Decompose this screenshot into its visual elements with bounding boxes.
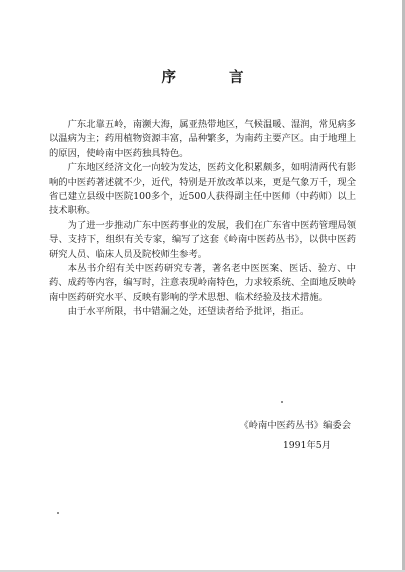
paragraph-1: 广东北靠五岭，南濒大海，属亚热带地区，气候温暖、湿润，常见病多以温病为主；药用植物资源丰富，品种繁多，为南药主要产区。由于地理上的原因，使岭南中医药独具特色。 bbox=[49, 119, 356, 159]
paragraph-4: 本丛书介绍有关中医药研究专著，著名老中医医案、医话、验方、中药、成药等内容，编写时，注意表现岭南特色，力求较系统、全面地反映岭南中医药研究水平、反映有影响的学术思想、临术经验及技术措施。 bbox=[49, 263, 356, 303]
preface-body bbox=[49, 118, 356, 320]
scan-speck bbox=[281, 401, 283, 403]
signature-committee: 《岭南中医药丛书》编委会 bbox=[239, 420, 351, 431]
signature-date: 1991年5月 bbox=[282, 440, 331, 451]
scan-speck bbox=[57, 512, 59, 514]
paragraph-2: 广东地区经济文化一向较为发达，医药文化积累颇多，如明清两代有影响的中医药著述就不少，近代，特别是开放改革以来，更是气象万千，现全省已建立县级中医院100多个，近500人获得副主任中医师（中药师）以上技术职称。 bbox=[49, 162, 356, 217]
paragraph-5: 由于水平所限，书中错漏之处，还望读者给予批评，指正。 bbox=[67, 306, 310, 318]
page-title: 序 言 bbox=[161, 70, 268, 86]
paragraph-3: 为了进一步推动广东中医药事业的发展，我们在广东省中医药管理局领导、支持下，组织有关专家，编写了这套《岭南中医药丛书》，以供中医药研究人员、临床人员及院校师生参考。 bbox=[49, 219, 356, 260]
